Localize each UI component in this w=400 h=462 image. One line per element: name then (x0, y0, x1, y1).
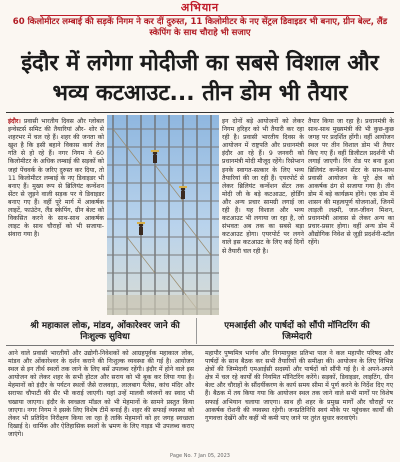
scaffolding-illustration (107, 115, 219, 315)
sub-story-divider (6, 345, 394, 346)
masthead: अभियान (0, 0, 400, 16)
headline-divider (6, 112, 394, 113)
dateline: इंदौर। (8, 118, 21, 125)
left-column-text: प्रवासी भारतीय दिवस और ग्लोबल इन्वेस्टर्स समिट की तैयारियां और- शोर से शहरभर में चल रहे हैं। शहर की जनता को खुश है कि इसी बहाने विकास कार्य तेज गति से हो रहे हैं। नगर निगम ने 60 किलोमीटर के अधिक लम्बाई की सड़कों को जहां पेंचवर्क के जरिए दुरुस्त कर दिया, तो 11 किलोमीटर लम्बाई के नए डिवाइडर भी बनाए हैं। मुख्य रूप से ब्रिलियंट कन्वेंशन सेंटर से जुड़ने वाली सड़क पर ये डिवाइडर बनाए गए हैं। वहीं पूरे मार्ग में आकर्षक लाइटें, फाउंटेन, लैंड स्केपिंग, ग्रीन बेल्ट को विकसित करने के साथ-साथ आकर्षक लाइट के साथ चौराहों को भी सजाया-संवारा गया है। (8, 118, 104, 239)
sub-headline: 60 किलोमीटर लम्बाई की सड़कें निगम ने कर दीं दुरुस्त, 11 किलोमीटर के नए सेंट्रल डिवाइडर भी बनाए, ग्रीन बेल्ट, लैंड स्केपिंग के साथ चौराहे भी सजाए (12, 17, 388, 38)
headline-line-2: भव्य कटआउट... तीन डोम भी तैयार (52, 81, 348, 106)
scaffolding-photo (107, 115, 219, 315)
sub-story-left-text: आने वाले प्रवासी भारतीयों और उद्योगी-निवेशकों को आग्रहपूर्वक महाकाल लोक, मांडव और ओंकारेश्वर के दर्शन कराने की निःशुल्क व्यवस्था की गई है। आयोजन स्थल से इन तीर्थ स्थलों तक जाने के लिए बसें उपलब्ध रहेंगी। इंदौर में होने वाले इस आयोजन को लेकर शहर के सभी होटल और सराय को भी बुक कर लिया गया है। मेहमानों को इंदौर के पर्यटन स्थलों जैसे राजवाड़ा, लालबाग पैलेस, कांच मंदिर और सराफा चौपाटी की सैर भी कराई जाएगी। यहां उन्हें मालवी व्यंजनों का स्वाद भी चखाया जाएगा। इंदौर के स्वच्छता मॉडल को भी मेहमानों के सामने प्रस्तुत किया जाएगा। नगर निगम ने इसके लिए विशेष टीमें बनाई हैं। शहर की सफाई व्यवस्था को लेकर भी प्रतिदिन निरीक्षण किया जा रहा है ताकि मेहमानों को हर जगह स्वच्छता दिखाई दे। धार्मिक और ऐतिहासिक स्थलों के भ्रमण के लिए गाइड भी उपलब्ध कराए जाएंगे। (8, 350, 194, 438)
caption-divider (196, 318, 197, 344)
headline-line-1: इंदौर में लगेगा मोदीजी का सबसे विशाल और (21, 51, 379, 76)
sub-story-heading-left: श्री महाकाल लोक, मांडव, ओंकारेश्वर जाने की निःशुल्क सुविधा (30, 321, 180, 342)
article-left-column (8, 118, 104, 239)
main-headline (6, 49, 394, 109)
sub-story-heading-right: एमआईसी और पार्षदों को सौंपी मॉनिटरिंग की जिम्मेदारी (224, 321, 370, 342)
article-right-column: तैयार किया जा रहा है। प्रधानमंत्री के साथ-साथ मुख्यमंत्री की भी कुछ-कुछ जगह पर प्रदर्शित होंगी। वहीं आयोजन स्थल पर तीन विशाल डोम भी तैयार किए गए हैं। वहीं डिजीटल प्रदर्शनी भी लगाई जाएगी। रिंग रोड पर बना हुआ ब्रिलियंट कन्वेंशन सेंटर के साथ-साथ प्रवासी आयोजन के पूरे क्षेत्र को आकर्षक ढंग से सजाया गया है। तीन डोम में बड़े कार्यक्रम होंगे। एक डोम में शासन की महत्वपूर्ण योजनाओं, जिनमें लाड़ली लक्ष्मी, जल-जीवन मिशन, प्रधानमंत्री आवास से लेकर अन्य का प्रचार-प्रसार होगा। वहीं अन्य डोम में औद्योगिक निवेश से जुड़ी प्रदर्शनी-स्टॉल रहेंगे। (308, 118, 394, 247)
article-middle-column: इन दोनों बड़े आयोजनों को लेकर निगम हरिहर को भी तैयारी कर रहा रही है। प्रवासी भारतीय दिवस के आयोजन में राष्ट्रपति और प्रधानमंत्री इंदौर आ रहे हैं। 9 जनवरी को प्रधानमंत्री मोदी मौजूद रहेंगे। रिसेप्शन इनके स्वागत-सत्कार के लिए भव्य तैयारियां की जा रही हैं। एयरपोर्ट से लेकर ब्रिलियंट कन्वेंशन सेंटर तक मोदी जी के बड़े कटआउट, होर्डिंग और अन्य प्रचार सामग्री लगाई जा रही है। यह विशाल और भव्य कटआउट भी लगाया जा रहा है, जो संभवतः अब तक का सबसे बड़ा कटआउट होगा। एयरपोर्ट पर लगने वाले इस कटआउट के लिए कई दिनों से तैयारी चल रही है। (222, 118, 304, 255)
sub-story-right-text: महापौर पुष्यमित्र भार्गव और निगमायुक्त प्रतिभा पाल ने कल महापौर परिषद और पार्षदों के साथ बैठक कर सभी तैयारियों की समीक्षा की। आयोजन के लिए विभिन्न क्षेत्रों की जिम्मेदारी एमआईसी सदस्यों और पार्षदों को सौंपी गई है। वे अपने-अपने क्षेत्र में चल रहे कार्यों की नियमित मॉनिटरिंग करेंगे। सड़कों, डिवाइडर, लाइटिंग, ग्रीन बेल्ट और चौराहों के सौंदर्यीकरण के कार्य समय सीमा में पूर्ण करने के निर्देश दिए गए हैं। बैठक में तय किया गया कि आयोजन स्थल तक जाने वाले सभी मार्गों पर विशेष सफाई अभियान चलाया जाएगा। साथ ही शहर के प्रमुख मार्गों और चौराहों पर आकर्षक रोशनी की व्यवस्था रहेगी। जनप्रतिनिधि स्वयं मौके पर पहुंचकर कार्यों की गुणवत्ता देखेंगे और कहीं भी कमी पाए जाने पर तुरंत सुधार करवाएंगे। (205, 350, 393, 422)
page-footer: Page No. 7 Jan 05, 2023 (170, 453, 230, 459)
